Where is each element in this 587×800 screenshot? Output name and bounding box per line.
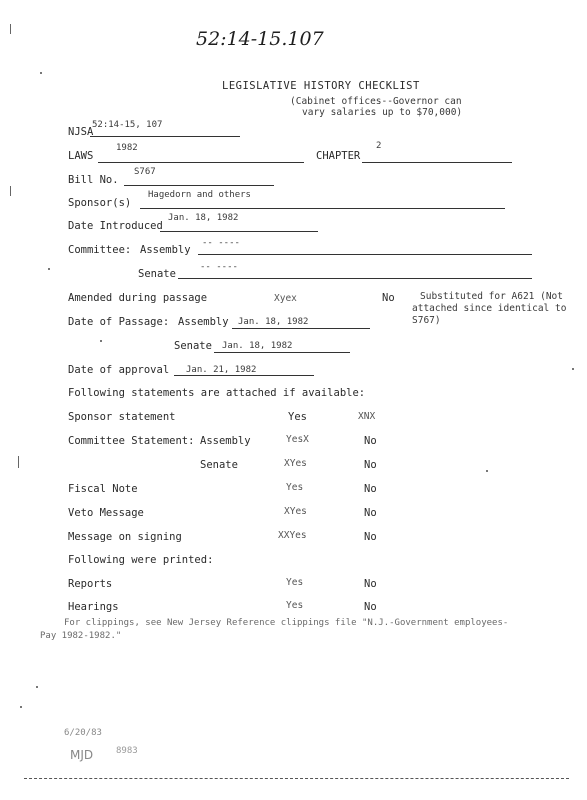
reports-yes: Yes — [286, 577, 304, 588]
signing-message-yes: XXYes — [278, 530, 307, 541]
committee-senate-underline — [178, 278, 532, 279]
laws-value: 1982 — [116, 143, 138, 153]
note-line-1: (Cabinet offices--Governor can — [290, 96, 462, 107]
amended-yes-mark: Xyex — [274, 293, 297, 304]
bill-label: Bill No. — [68, 174, 119, 186]
scan-speck — [486, 470, 488, 472]
laws-label: LAWS — [68, 150, 94, 162]
committee-senate-label: Senate — [138, 268, 176, 280]
amended-no: No — [382, 292, 395, 304]
hearings-label: Hearings — [68, 601, 119, 613]
committee-assembly-label: Assembly — [140, 244, 191, 256]
date-introduced-underline — [160, 231, 318, 232]
committee-label: Committee: — [68, 244, 132, 256]
signing-message-label: Message on signing — [68, 531, 182, 543]
scan-speck — [572, 368, 574, 370]
chapter-value: 2 — [376, 141, 382, 151]
sponsor-statement-no: XNX — [358, 411, 376, 422]
scan-speck — [20, 706, 22, 708]
committee-assembly-underline — [198, 254, 532, 255]
clippings-line-2: Pay 1982-1982." — [40, 631, 122, 641]
veto-message-yes: XYes — [284, 506, 307, 517]
footer-date: 6/20/83 — [64, 728, 102, 738]
handwritten-statute-number: 52:14-15.107 — [196, 28, 324, 50]
passage-senate-label: Senate — [174, 340, 212, 352]
date-introduced-label: Date Introduced — [68, 220, 163, 232]
date-introduced-value: Jan. 18, 1982 — [168, 213, 239, 223]
approval-value: Jan. 21, 1982 — [186, 365, 257, 375]
signing-message-no: No — [364, 531, 377, 543]
sponsor-value: Hagedorn and others — [148, 190, 251, 200]
approval-label: Date of approval — [68, 364, 170, 376]
scan-speck — [48, 268, 50, 270]
fiscal-note-yes: Yes — [286, 482, 304, 493]
sponsor-statement-yes: Yes — [288, 411, 307, 423]
scan-speck — [40, 72, 42, 74]
bill-value: S767 — [134, 167, 156, 177]
substituted-line-3: S767) — [412, 315, 441, 326]
hearings-yes: Yes — [286, 600, 304, 611]
scan-speck — [36, 686, 38, 688]
passage-label: Date of Passage: — [68, 316, 170, 328]
sponsor-underline — [140, 208, 505, 209]
veto-message-label: Veto Message — [68, 507, 144, 519]
clippings-line-1: For clippings, see New Jersey Reference clippings file "N.J.-Government employees- — [64, 618, 509, 628]
committee-statement-senate-yes: XYes — [284, 458, 307, 469]
sponsor-statement-label: Sponsor statement — [68, 411, 176, 423]
veto-message-no: No — [364, 507, 377, 519]
committee-statement-label: Committee Statement: — [68, 435, 195, 447]
margin-mark — [10, 186, 11, 196]
committee-statement-assembly-yes: YesX — [286, 434, 309, 445]
margin-mark — [10, 24, 11, 34]
fiscal-note-no: No — [364, 483, 377, 495]
footer-initials: MJD — [70, 748, 94, 762]
committee-assembly-value: -- ---- — [202, 238, 240, 248]
margin-mark — [18, 456, 19, 468]
njsa-label: NJSA — [68, 126, 94, 138]
passage-assembly-underline — [232, 328, 370, 329]
chapter-underline — [362, 162, 512, 163]
passage-senate-value: Jan. 18, 1982 — [222, 341, 293, 351]
reports-no: No — [364, 578, 377, 590]
fiscal-note-label: Fiscal Note — [68, 483, 138, 495]
statements-heading: Following statements are attached if available: — [68, 387, 366, 399]
njsa-underline — [90, 136, 240, 137]
committee-statement-assembly-label: Assembly — [200, 435, 251, 447]
note-line-2: vary salaries up to $70,000) — [302, 107, 463, 118]
passage-assembly-label: Assembly — [178, 316, 229, 328]
committee-senate-value: -- ---- — [200, 262, 238, 272]
bottom-dashed-line — [24, 778, 569, 779]
printed-heading: Following were printed: — [68, 554, 214, 566]
passage-senate-underline — [214, 352, 350, 353]
substituted-line-2: attached since identical to — [412, 303, 567, 314]
page-title: LEGISLATIVE HISTORY CHECKLIST — [222, 80, 420, 92]
substituted-line-1: Substituted for A621 (Not — [420, 291, 563, 302]
passage-assembly-value: Jan. 18, 1982 — [238, 317, 309, 327]
laws-underline — [98, 162, 304, 163]
hearings-no: No — [364, 601, 377, 613]
approval-underline — [174, 375, 314, 376]
committee-statement-senate-no: No — [364, 459, 377, 471]
footer-code: 8983 — [116, 746, 138, 756]
scan-speck — [100, 340, 102, 342]
committee-statement-assembly-no: No — [364, 435, 377, 447]
committee-statement-senate-label: Senate — [200, 459, 238, 471]
sponsor-label: Sponsor(s) — [68, 197, 132, 209]
reports-label: Reports — [68, 578, 113, 590]
amended-label: Amended during passage — [68, 292, 208, 304]
chapter-label: CHAPTER — [316, 150, 361, 162]
bill-underline — [124, 185, 274, 186]
njsa-value: 52:14-15, 107 — [92, 120, 163, 130]
